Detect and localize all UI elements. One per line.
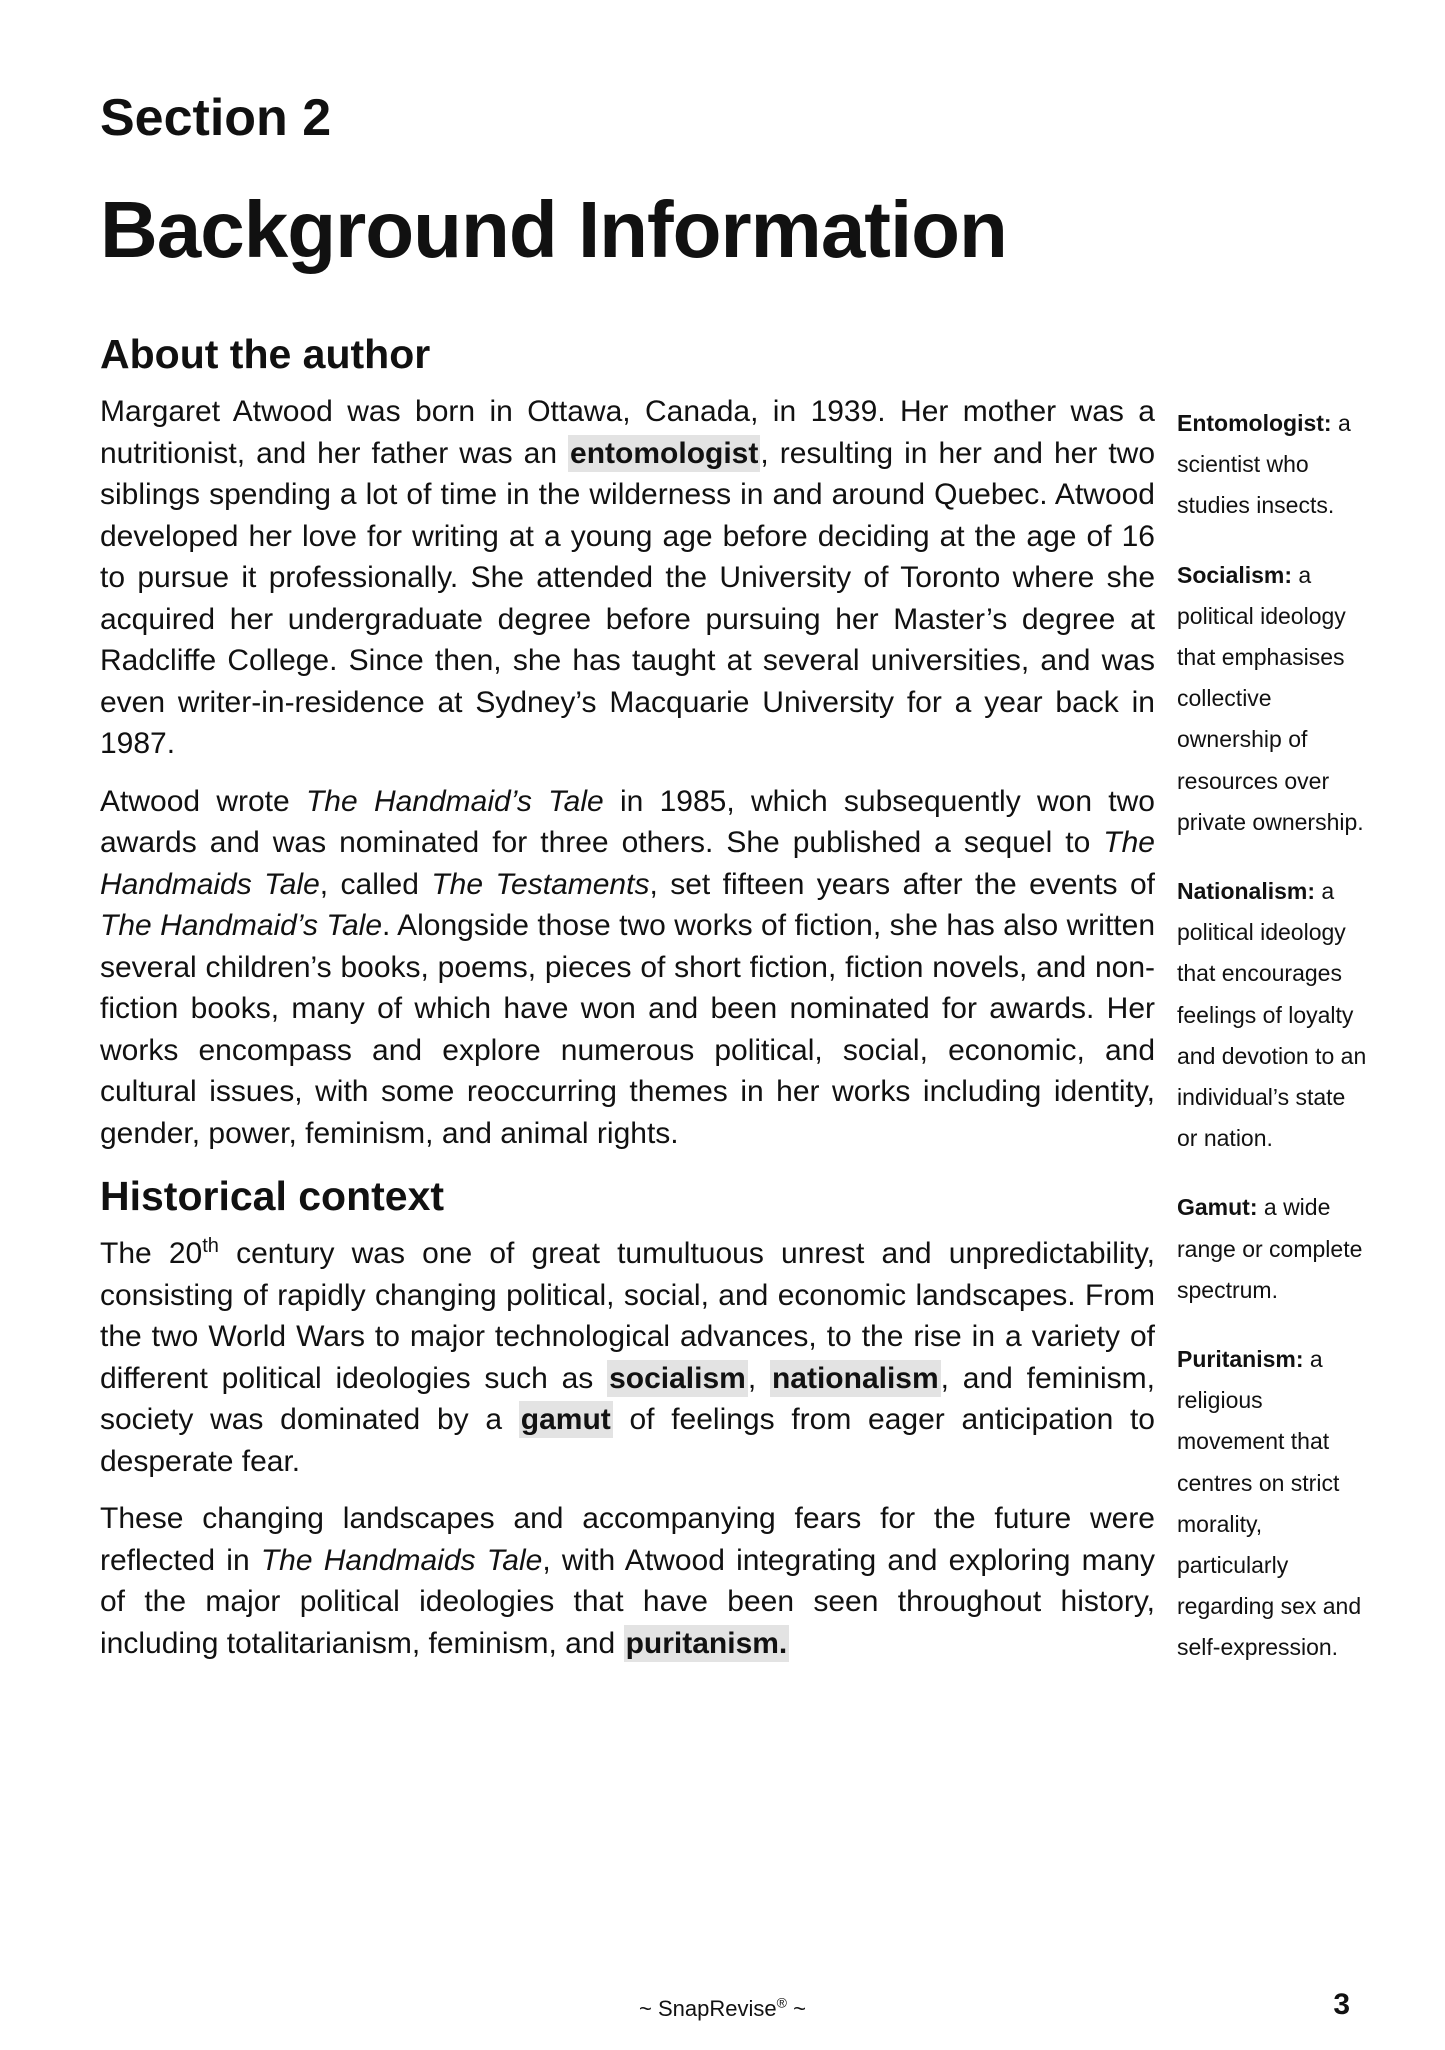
glossary-sidebar (1177, 403, 1367, 1697)
text-run: These changing landscapes and accompanying fears for the future were reflected in (100, 1502, 1155, 1577)
glossary-entry-entomologist (1177, 403, 1367, 527)
glossary-definition: a wide range or complete spectrum. (1177, 1194, 1363, 1303)
brand-text: ~ SnapRevise (639, 1996, 777, 2021)
about-paragraph-2 (100, 781, 1155, 1155)
historical-context-heading: Historical context (100, 1173, 445, 1220)
text-run: of feelings from eager anticipation to desperate fear. (100, 1403, 1155, 1478)
glossary-term: Puritanism: (1177, 1346, 1304, 1373)
text-run: , (747, 1361, 770, 1395)
text-run: . Alongside those two works of fiction, she has also written several children’s books, poems, pieces of short fiction, fiction novels, and non-fiction books, many of which have won and been nominated for awards. Her works encompass and explore numerous political, social, economic, and cultural issues, with some reoccurring themes in her works including identity, gender, power, feminism, and animal rights. (100, 909, 1156, 1150)
about-author-heading: About the author (100, 331, 431, 377)
glossary-definition: a scientist who studies insects. (1177, 410, 1351, 519)
keyword-nationalism: nationalism (771, 1361, 939, 1395)
section-number: Section 2 (100, 89, 332, 147)
text-run: in 1985, which subsequently won two awards and was nominated for three others. She published a sequel to (100, 784, 1155, 860)
text-run: , called (319, 867, 432, 901)
keyword-puritanism: puritanism. (625, 1626, 788, 1660)
page-title: Background Information (100, 185, 1007, 274)
glossary-entry-socialism (1177, 555, 1367, 843)
text-run: The 20 (100, 1237, 203, 1271)
brand-text: ~ (786, 1996, 806, 2021)
book-title: The Handmaid’s Tale (100, 909, 383, 943)
book-title: The Testaments (431, 867, 650, 901)
history-paragraph-1 (100, 1233, 1155, 1482)
superscript: th (202, 1235, 219, 1258)
keyword-gamut: gamut (520, 1403, 611, 1437)
glossary-definition: a political ideology that encourages feelings of loyalty and devotion to an individual’s state or nation. (1177, 878, 1367, 1152)
text-run: Margaret Atwood was born in Ottawa, Canada, in 1939. Her mother was a nutritionist, and her father was an (100, 395, 1155, 470)
keyword-socialism: socialism (609, 1361, 746, 1395)
glossary-entry-nationalism (1177, 871, 1367, 1159)
book-title: The Handmaid’s Tale (305, 784, 604, 818)
text-run: , with Atwood integrating and exploring many of the major political ideologies that have been seen throughout history, including totalitarianism, feminism, and (100, 1543, 1155, 1660)
glossary-definition: a political ideology that emphasises collective ownership of resources over private ownership. (1177, 561, 1364, 835)
glossary-term: Socialism: (1177, 561, 1293, 588)
text-run: , set fifteen years after the events of (649, 867, 1156, 901)
text-run: , and feminism, society was dominated by a (100, 1361, 1155, 1437)
glossary-term: Nationalism: (1177, 878, 1316, 905)
page-number: 3 (1333, 1988, 1350, 2021)
glossary-entry-gamut (1177, 1187, 1367, 1311)
glossary-definition: a religious movement that centres on strict morality, particularly regarding sex and self-expression. (1177, 1346, 1362, 1661)
footer-brand (0, 1996, 1445, 2022)
glossary-term: Entomologist: (1177, 410, 1332, 436)
glossary-entry-puritanism (1177, 1339, 1367, 1669)
text-run: century was one of great tumultuous unrest and unpredictability, consisting of rapidly changing political, social, and economic landscapes. From the two World Wars to major technological advances, to the rise in a variety of different political ideologies such as (100, 1237, 1155, 1395)
text-run: Atwood wrote (100, 784, 306, 818)
about-paragraph-1 (100, 391, 1155, 765)
glossary-term: Gamut: (1177, 1194, 1258, 1221)
book-title: The Handmaids Tale (260, 1543, 543, 1577)
text-run: , resulting in her and her two siblings spending a lot of time in the wilderness in and around Quebec. Atwood developed her love for writing at a young age before deciding at the age of 16 to pursue it professionally. She attended the University of Toronto where she acquired her undergraduate degree before pursuing her Master’s degree at Radcliffe College. Since then, she has taught at several universities, and was even writer-in-residence at Sydney’s Macquarie University for a year back in 1987. (100, 436, 1156, 761)
registered-mark: ® (776, 1994, 787, 2011)
main-column (100, 332, 1155, 1680)
book-title: The Handmaids Tale (100, 826, 1155, 901)
keyword-entomologist: entomologist (570, 436, 759, 470)
history-paragraph-2 (100, 1498, 1155, 1664)
